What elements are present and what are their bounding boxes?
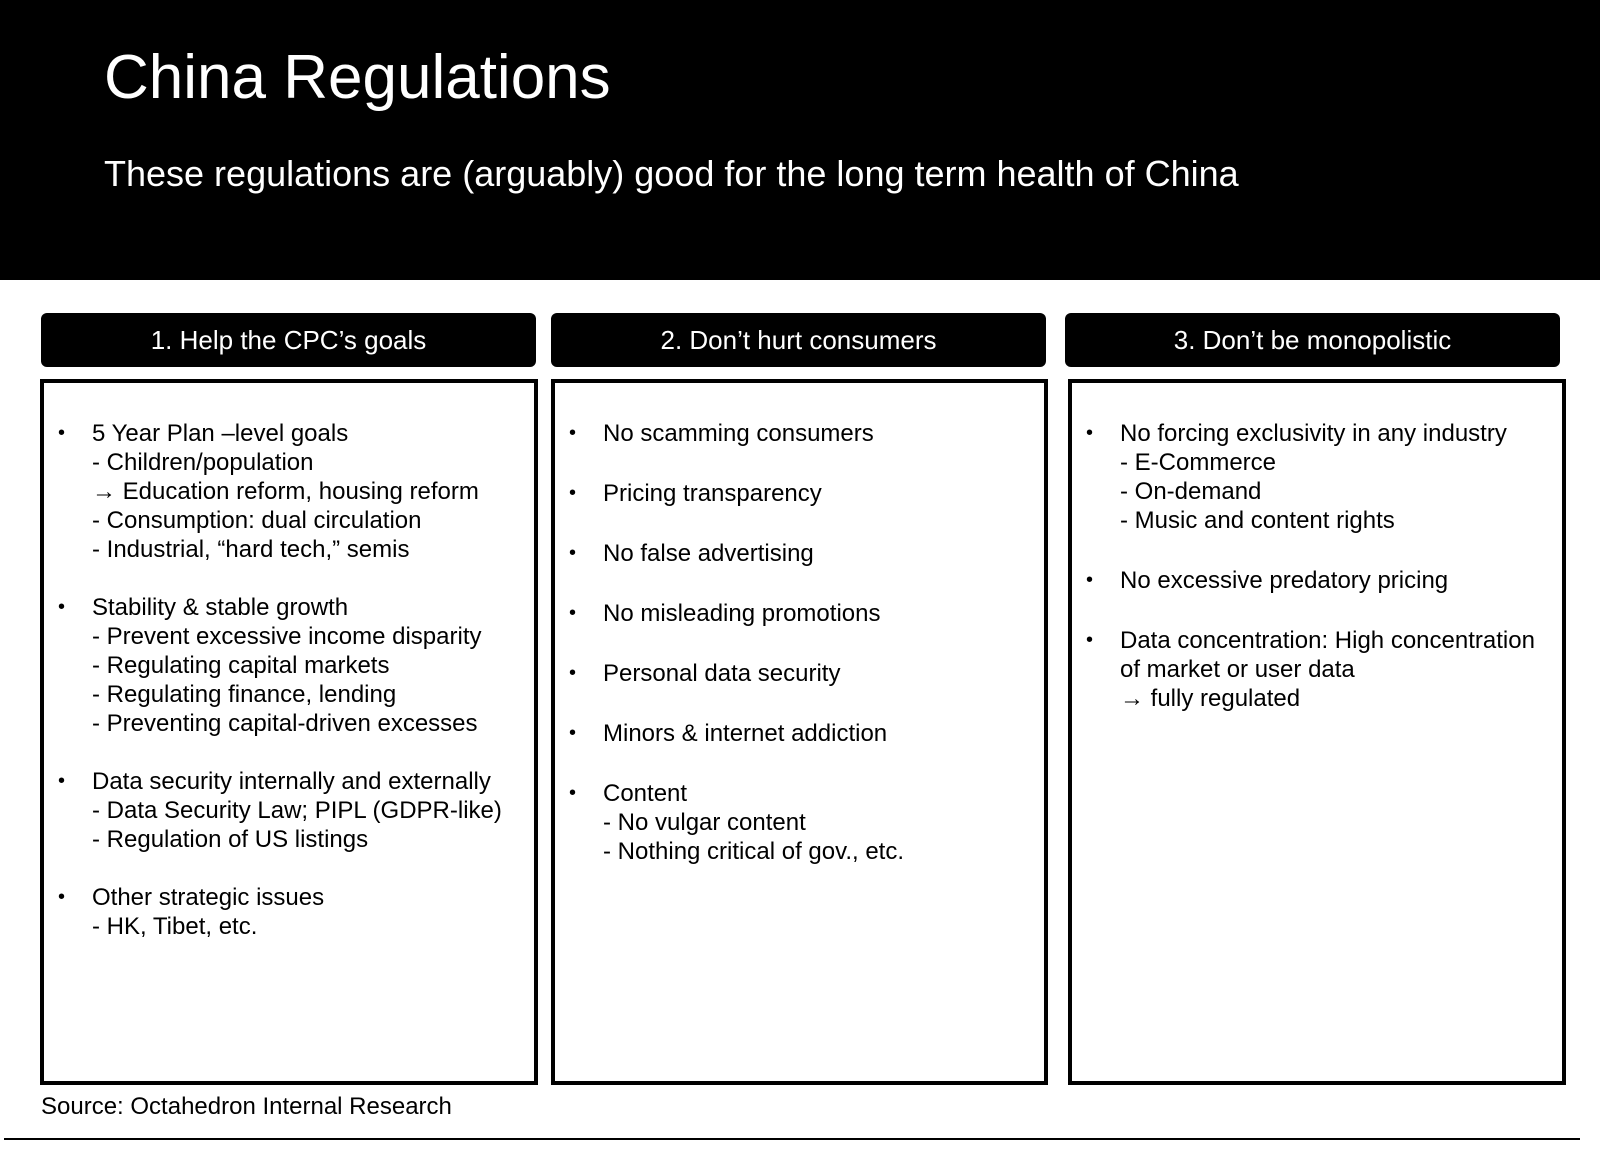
list-item: [58, 767, 526, 854]
list-item: [569, 479, 1036, 508]
sub-item: - Industrial, “hard tech,” semis: [92, 536, 410, 563]
sub-item: - E-Commerce: [1120, 449, 1277, 476]
bullet-text: • No false advertising: [603, 540, 814, 567]
list-item: [569, 779, 1036, 866]
sub-item: - Regulation of US listings: [92, 826, 369, 853]
list-item: [58, 883, 526, 941]
bullet-text: • Minors & internet addiction: [603, 720, 888, 747]
list-item: [569, 659, 1036, 688]
bullet-text: • Stability & stable growth: [92, 594, 349, 621]
bullet-text: • No misleading promotions: [603, 600, 881, 627]
list-item: [1086, 566, 1554, 595]
bullet-list: [58, 419, 526, 970]
sub-item: - Preventing capital-driven excesses: [92, 710, 478, 737]
sub-item: - Children/population: [92, 449, 314, 476]
column-header-consumers: 2. Don’t hurt consumers: [551, 313, 1046, 367]
list-item: [569, 599, 1036, 628]
bullet-text: • Content: [603, 780, 688, 807]
bullet-list: [1086, 419, 1554, 744]
bullet-text: • Data concentration: High concentration of market or user data: [1120, 627, 1535, 683]
sub-item: - Data Security Law; PIPL (GDPR-like): [92, 797, 502, 824]
sub-item: - No vulgar content: [603, 809, 806, 836]
sub-item: - On-demand: [1120, 478, 1262, 505]
sub-item: - HK, Tibet, etc.: [92, 913, 258, 940]
bullet-list: [569, 419, 1036, 897]
sub-item: - Prevent excessive income disparity: [92, 623, 482, 650]
list-item: [1086, 419, 1554, 535]
list-item: [1086, 626, 1554, 713]
source-note: Source: Octahedron Internal Research: [41, 1093, 452, 1120]
sub-item: → fully regulated: [1120, 685, 1301, 712]
bullet-text: • No scamming consumers: [603, 420, 874, 447]
header-banner: [0, 0, 1600, 280]
column-header-cpc-goals: 1. Help the CPC’s goals: [41, 313, 536, 367]
sub-item: - Regulating finance, lending: [92, 681, 397, 708]
footer-divider: [4, 1138, 1580, 1140]
list-item: [569, 539, 1036, 568]
page-title: China Regulations: [104, 43, 611, 112]
list-item: [58, 593, 526, 738]
column-box-consumers: [551, 379, 1048, 1085]
page-subtitle: These regulations are (arguably) good for the long term health of China: [104, 153, 1239, 194]
list-item: [569, 419, 1036, 448]
sub-item: - Nothing critical of gov., etc.: [603, 838, 905, 865]
column-header-monopolistic: 3. Don’t be monopolistic: [1065, 313, 1560, 367]
bullet-text: • Data security internally and externally: [92, 768, 491, 795]
column-box-cpc-goals: [40, 379, 538, 1085]
bullet-text: • Personal data security: [603, 660, 841, 687]
sub-item: - Music and content rights: [1120, 507, 1395, 534]
bullet-text: • Pricing transparency: [603, 480, 822, 507]
sub-item: - Consumption: dual circulation: [92, 507, 422, 534]
sub-item: - Regulating capital markets: [92, 652, 390, 679]
bullet-text: • No excessive predatory pricing: [1120, 567, 1449, 594]
bullet-text: • 5 Year Plan –level goals: [92, 420, 349, 447]
sub-item: → Education reform, housing reform: [92, 478, 479, 505]
list-item: [569, 719, 1036, 748]
bullet-text: • No forcing exclusivity in any industry: [1120, 420, 1507, 447]
list-item: [58, 419, 526, 564]
column-box-monopolistic: [1068, 379, 1566, 1085]
bullet-text: • Other strategic issues: [92, 884, 325, 911]
